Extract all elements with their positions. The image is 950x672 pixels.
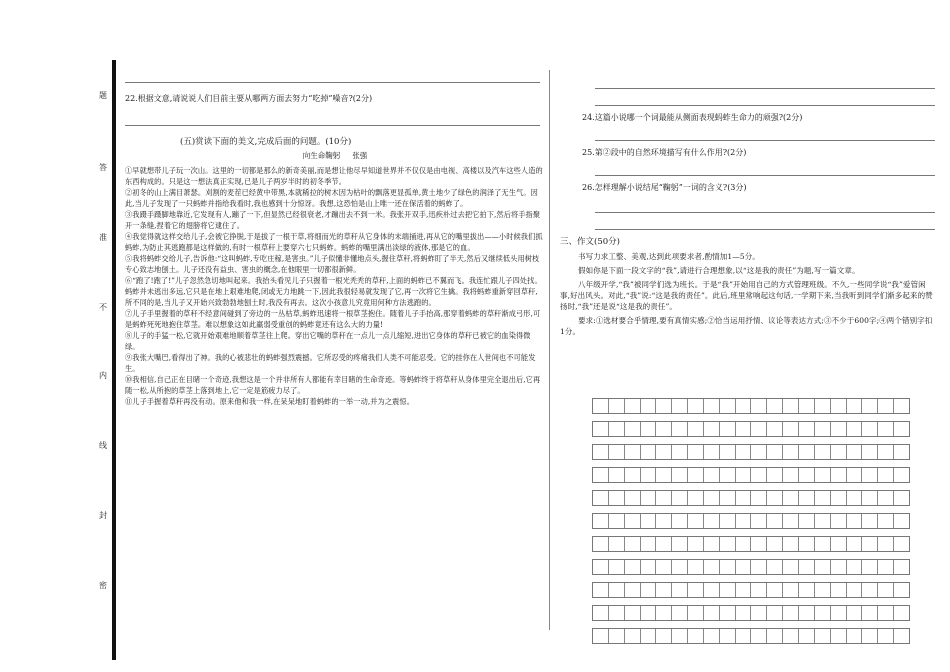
grid-cell[interactable] [625,445,641,459]
grid-cell[interactable] [593,606,609,620]
grid-cell[interactable] [751,583,767,597]
grid-cell[interactable] [656,629,672,643]
answer-line [595,140,935,141]
grid-cell[interactable] [878,445,894,459]
grid-cell[interactable] [593,629,609,643]
grid-cell[interactable] [894,606,909,620]
grid-cell[interactable] [720,629,736,643]
grid-cell[interactable] [862,560,878,574]
grid-cell[interactable] [704,583,720,597]
grid-cell[interactable] [625,606,641,620]
grid-cell[interactable] [799,537,815,551]
grid-cell[interactable] [625,537,641,551]
grid-cell[interactable] [736,560,752,574]
grid-cell[interactable] [878,468,894,482]
grid-cell[interactable] [625,583,641,597]
grid-cell[interactable] [736,399,752,413]
grid-cell[interactable] [831,629,847,643]
grid-cell[interactable] [815,537,831,551]
grid-cell[interactable] [609,560,625,574]
grid-cell[interactable] [641,514,657,528]
grid-cell[interactable] [847,560,863,574]
binding-char: 封 [99,511,107,520]
grid-cell[interactable] [799,468,815,482]
grid-cell[interactable] [609,468,625,482]
story-paragraph: ⑦儿子手里握着的草秆不经意间碰到了旁边的一丛枯草,蚂蚱迅速将一根草茎抱住。随着儿子手抬高,那穿着蚂蚱的草秆渐成弓形,可是蚂蚱死死地抱住草茎。难以想象这如此羸弱受重创的蚂蚱竟还有这么大的力量! [125,309,541,329]
grid-cell[interactable] [815,491,831,505]
grid-cell[interactable] [894,491,909,505]
grid-cell[interactable] [704,560,720,574]
story-paragraph: ②初冬的山上满目萧瑟。刈割的麦茬已经黄中带黑,本就稀拉的树木因为枯叶的飘落更显孤单,黄土地少了绿色的润泽了无生气。因此,当儿子发现了一只蚂蚱并指给我看时,我也感到十分惊讶。我想,这恐怕是山上唯一还在保活着的蚂蚱了。 [125,188,538,208]
grid-row [592,605,910,621]
grid-cell[interactable] [656,537,672,551]
grid-cell[interactable] [609,606,625,620]
grid-cell[interactable] [688,491,704,505]
grid-cell[interactable] [688,399,704,413]
grid-cell[interactable] [783,606,799,620]
grid-cell[interactable] [751,629,767,643]
grid-cell[interactable] [799,445,815,459]
grid-cell[interactable] [625,468,641,482]
grid-cell[interactable] [815,514,831,528]
grid-cell[interactable] [720,560,736,574]
grid-cell[interactable] [672,399,688,413]
grid-cell[interactable] [862,468,878,482]
grid-cell[interactable] [641,399,657,413]
grid-cell[interactable] [862,583,878,597]
grid-row [592,398,910,414]
grid-cell[interactable] [767,491,783,505]
grid-cell[interactable] [593,468,609,482]
grid-cell[interactable] [641,537,657,551]
grid-cell[interactable] [704,491,720,505]
story-paragraph: ⑪儿子手握着草秆再没有动。原来他和我一样,在呆呆地盯着蚂蚱的一举一动,并为之震惊。 [125,397,414,406]
grid-cell[interactable] [847,514,863,528]
grid-cell[interactable] [894,399,909,413]
grid-cell[interactable] [641,422,657,436]
binding-char: 不 [99,303,107,312]
grid-cell[interactable] [641,560,657,574]
grid-cell[interactable] [672,514,688,528]
grid-cell[interactable] [862,399,878,413]
answer-line [595,212,935,213]
grid-cell[interactable] [672,445,688,459]
grid-cell[interactable] [894,445,909,459]
question-22: 22.根据文意,请说说人们目前主要从哪两方面去努力“吃掉”噪音?(2分) [125,94,373,103]
section-3-header: 三、作文(50分) [560,237,620,247]
grid-cell[interactable] [862,445,878,459]
grid-cell[interactable] [831,606,847,620]
grid-cell[interactable] [736,583,752,597]
grid-cell[interactable] [720,468,736,482]
grid-cell[interactable] [656,583,672,597]
grid-cell[interactable] [720,399,736,413]
binding-char: 密 [99,581,107,590]
grid-cell[interactable] [751,606,767,620]
grid-cell[interactable] [767,629,783,643]
grid-cell[interactable] [831,422,847,436]
grid-cell[interactable] [720,422,736,436]
grid-cell[interactable] [894,583,909,597]
grid-cell[interactable] [815,422,831,436]
grid-cell[interactable] [815,583,831,597]
grid-cell[interactable] [878,606,894,620]
grid-cell[interactable] [656,491,672,505]
question-26: 26.怎样理解小说结尾“鞠躬”一词的含义?(3分) [582,183,747,192]
grid-cell[interactable] [641,445,657,459]
grid-cell[interactable] [799,629,815,643]
grid-cell[interactable] [672,537,688,551]
grid-cell[interactable] [767,445,783,459]
grid-cell[interactable] [736,629,752,643]
grid-cell[interactable] [767,560,783,574]
grid-cell[interactable] [783,583,799,597]
grid-cell[interactable] [609,537,625,551]
grid-cell[interactable] [783,537,799,551]
grid-cell[interactable] [593,491,609,505]
story-heading [125,150,545,162]
grid-cell[interactable] [878,629,894,643]
grid-cell[interactable] [625,422,641,436]
grid-cell[interactable] [641,468,657,482]
grid-cell[interactable] [767,537,783,551]
grid-cell[interactable] [751,422,767,436]
grid-cell[interactable] [847,422,863,436]
grid-cell[interactable] [625,514,641,528]
grid-cell[interactable] [688,629,704,643]
writing-bonus-note: 书写力求工整、美观,达到此项要求者,酌情加1—5分。 [578,252,760,261]
essay-prompt: 假如你是下面一段文字的“我”,请进行合理想象,以“这是我的责任”为题,写一篇文章。 [578,266,860,275]
grid-cell[interactable] [878,422,894,436]
grid-row [592,582,910,598]
story-author: 张强 [352,151,368,160]
story-paragraph: ⑨我张大嘴巴,看得出了神。我的心被悲壮的蚂蚱强烈震撼。它所忍受的疼痛我们人类不可能忍受。它的挂你在人世间也不可能发生。 [125,353,536,373]
grid-cell[interactable] [751,399,767,413]
story-paragraph: ⑥“跑了!跑了!”儿子忽然急切地叫起来。我抬头看见儿子只握着一根光秃秃的草秆,上面的蚂蚱已不翼而飞。我连忙跟儿子四处找。蚂蚱并未逃出多远,它只是在地上艰难地爬,闭或无力地跳一下,因此我很轻易就发现了它,再一次将它生擒。我将蚂蚱重新穿回草秆,所不同的是,当儿子又开始兴致勃勃地刨土时,我没有再去。这次小孩意儿究竟用何种方法逃跑的。 [125,276,542,307]
grid-cell[interactable] [815,468,831,482]
grid-cell[interactable] [688,537,704,551]
left-column [125,60,545,407]
story-body [125,165,545,407]
story-paragraph: ⑤我将蚂蚱交给儿子,告诉他:“这叫蚂蚱,专吃庄稼,是害虫。”儿子似懂非懂地点头,握住草秆,将蚂蚱盯了半天,然后又继续低头用树枝专心致志地刨土。儿子还没有益虫、害虫的概念,在他眼里一切都很新鲜。 [125,254,540,274]
grid-cell[interactable] [767,583,783,597]
grid-cell[interactable] [751,560,767,574]
grid-cell[interactable] [847,491,863,505]
grid-cell[interactable] [847,468,863,482]
grid-row [592,421,910,437]
column-divider [549,70,550,630]
story-title: 向生命鞠躬 [302,151,341,160]
grid-cell[interactable] [736,445,752,459]
grid-cell[interactable] [641,606,657,620]
grid-cell[interactable] [767,399,783,413]
grid-cell[interactable] [862,537,878,551]
grid-cell[interactable] [767,422,783,436]
story-paragraph: ⑧儿子的手猛一松,它就开始艰难地顺着草茎往上爬。穿出它嘴的草秆在一点儿一点儿缩短,进出它身体的草秆已被它的血染得微绿。 [125,331,531,351]
grid-row [592,444,910,460]
grid-cell[interactable] [625,629,641,643]
grid-cell[interactable] [831,399,847,413]
answer-line [595,229,935,230]
grid-cell[interactable] [720,514,736,528]
grid-cell[interactable] [593,514,609,528]
grid-cell[interactable] [894,468,909,482]
grid-cell[interactable] [862,606,878,620]
grid-cell[interactable] [799,514,815,528]
story-paragraph: ③我蹑手蹑脚地靠近,它发现有人,蹦了一下,但显然已经很衰老,才蹦出去不到一米。我张开双手,迅疾朴过去把它拍下,然后将手指聚开一条缝,捏着它的翅膀将它逮住了。 [125,210,541,230]
grid-cell[interactable] [878,583,894,597]
binding-char: 内 [99,371,107,380]
grid-cell[interactable] [656,468,672,482]
grid-cell[interactable] [704,514,720,528]
grid-cell[interactable] [625,560,641,574]
grid-cell[interactable] [862,629,878,643]
grid-cell[interactable] [783,422,799,436]
grid-cell[interactable] [847,537,863,551]
grid-cell[interactable] [862,514,878,528]
grid-cell[interactable] [799,422,815,436]
grid-cell[interactable] [847,445,863,459]
grid-cell[interactable] [609,422,625,436]
grid-cell[interactable] [656,606,672,620]
grid-cell[interactable] [672,422,688,436]
binding-char: 答 [99,163,107,172]
grid-cell[interactable] [720,491,736,505]
grid-cell[interactable] [862,491,878,505]
grid-cell[interactable] [878,560,894,574]
grid-cell[interactable] [783,514,799,528]
grid-cell[interactable] [878,399,894,413]
grid-cell[interactable] [831,560,847,574]
grid-cell[interactable] [847,629,863,643]
grid-cell[interactable] [894,629,909,643]
grid-cell[interactable] [736,537,752,551]
grid-cell[interactable] [688,445,704,459]
grid-row [592,513,910,529]
answer-line [595,175,935,176]
grid-cell[interactable] [672,560,688,574]
grid-cell[interactable] [783,560,799,574]
grid-cell[interactable] [783,491,799,505]
grid-cell[interactable] [799,606,815,620]
grid-cell[interactable] [894,514,909,528]
grid-cell[interactable] [641,629,657,643]
grid-cell[interactable] [656,422,672,436]
grid-cell[interactable] [831,491,847,505]
grid-cell[interactable] [688,606,704,620]
grid-cell[interactable] [720,583,736,597]
question-24: 24.这篇小说哪一个词最能从侧面表现蚂蚱生命力的顽强?(2分) [582,113,803,122]
grid-cell[interactable] [704,422,720,436]
essay-writing-grid[interactable] [592,398,910,651]
grid-cell[interactable] [751,491,767,505]
grid-cell[interactable] [609,514,625,528]
grid-cell[interactable] [831,537,847,551]
grid-cell[interactable] [609,491,625,505]
grid-cell[interactable] [704,537,720,551]
grid-cell[interactable] [767,606,783,620]
grid-cell[interactable] [847,606,863,620]
grid-cell[interactable] [656,514,672,528]
grid-row [592,628,910,644]
grid-cell[interactable] [878,514,894,528]
grid-cell[interactable] [878,537,894,551]
grid-cell[interactable] [736,514,752,528]
grid-cell[interactable] [688,468,704,482]
grid-cell[interactable] [625,399,641,413]
grid-cell[interactable] [894,537,909,551]
grid-cell[interactable] [862,422,878,436]
grid-cell[interactable] [783,468,799,482]
grid-cell[interactable] [878,491,894,505]
grid-cell[interactable] [799,399,815,413]
right-column [560,70,935,337]
answer-line [595,105,935,106]
grid-cell[interactable] [720,445,736,459]
essay-scenario: 八年级开学,“我”被同学们选为班长。于是“我”开始用自己的方式管理班级。不久,一些同学说“我”爱管闲事,好出风头。对此,“我”说:“这是我的责任”。此后,班里常响起这句话,一学期下来,当我听到同学们渐多起来的赞扬时,“我”还是说“这是我的责任”。 [560,280,933,311]
binding-char: 题 [99,91,107,100]
grid-cell[interactable] [720,537,736,551]
grid-row [592,490,910,506]
grid-cell[interactable] [609,583,625,597]
grid-cell[interactable] [656,399,672,413]
grid-cell[interactable] [847,399,863,413]
story-paragraph: ⑩我相信,自己正在目睹一个奇迹,我想这是一个并非所有人都能有幸目睹的生命奇迹。等蚂蚱终于将草秆从身体里完全退出后,它再随一松,从所抱的草茎上落到地上,它一定是筋疲力尽了。 [125,375,541,395]
grid-cell[interactable] [672,468,688,482]
grid-cell[interactable] [799,560,815,574]
grid-cell[interactable] [815,560,831,574]
grid-cell[interactable] [593,445,609,459]
grid-cell[interactable] [751,537,767,551]
grid-cell[interactable] [593,422,609,436]
grid-cell[interactable] [783,629,799,643]
grid-cell[interactable] [815,629,831,643]
grid-cell[interactable] [593,583,609,597]
grid-cell[interactable] [641,491,657,505]
grid-cell[interactable] [704,468,720,482]
binding-line [112,60,116,660]
grid-cell[interactable] [815,399,831,413]
grid-cell[interactable] [831,445,847,459]
grid-cell[interactable] [688,422,704,436]
grid-cell[interactable] [799,491,815,505]
grid-cell[interactable] [751,468,767,482]
grid-cell[interactable] [831,468,847,482]
grid-cell[interactable] [815,606,831,620]
grid-cell[interactable] [593,399,609,413]
grid-cell[interactable] [672,583,688,597]
grid-cell[interactable] [625,491,641,505]
essay-requirements: 要求:①选材要合乎情理,要有真情实感;②恰当运用抒情、议论等表达方式;③不少于600字;④两个错别字扣1分。 [560,316,933,336]
grid-cell[interactable] [736,422,752,436]
grid-cell[interactable] [736,491,752,505]
grid-cell[interactable] [831,583,847,597]
grid-cell[interactable] [736,606,752,620]
grid-cell[interactable] [704,399,720,413]
grid-cell[interactable] [672,629,688,643]
grid-cell[interactable] [609,629,625,643]
grid-cell[interactable] [831,514,847,528]
grid-cell[interactable] [736,468,752,482]
grid-cell[interactable] [704,445,720,459]
grid-cell[interactable] [672,606,688,620]
grid-cell[interactable] [720,606,736,620]
grid-row [592,467,910,483]
answer-line [125,82,540,83]
section-5-header: (五)赏读下面的美文,完成后面的问题。(10分) [180,137,352,147]
grid-cell[interactable] [783,399,799,413]
grid-cell[interactable] [656,445,672,459]
grid-cell[interactable] [847,583,863,597]
grid-cell[interactable] [894,422,909,436]
grid-cell[interactable] [894,560,909,574]
grid-cell[interactable] [767,514,783,528]
grid-cell[interactable] [688,583,704,597]
grid-cell[interactable] [656,560,672,574]
grid-cell[interactable] [751,514,767,528]
grid-cell[interactable] [751,445,767,459]
grid-cell[interactable] [688,560,704,574]
binding-char: 准 [99,233,107,242]
grid-cell[interactable] [609,399,625,413]
grid-cell[interactable] [593,537,609,551]
grid-cell[interactable] [815,445,831,459]
grid-cell[interactable] [593,560,609,574]
grid-row [592,536,910,552]
grid-cell[interactable] [688,514,704,528]
answer-line [125,125,540,126]
grid-cell[interactable] [672,491,688,505]
grid-cell[interactable] [799,583,815,597]
grid-cell[interactable] [704,629,720,643]
question-25: 25.第②段中的自然环境描写有什么作用?(2分) [582,148,747,157]
story-paragraph: ①早就想带儿子玩一次山。这里的一切都是那么的新奇美丽,而是想让他尽早知道世界并不仅仅是由电视、高楼以及汽车这些人造的东西构成的。只是这一想法真正实现,已是儿子两岁半时的初冬季节。 [125,166,543,186]
grid-cell[interactable] [783,445,799,459]
answer-line [595,88,935,89]
grid-cell[interactable] [767,468,783,482]
grid-cell[interactable] [641,583,657,597]
story-paragraph: ④我觉得就这样交给儿子,会被它挣脱,于是拔了一根干草,将细而光的草秆从它身体的末端捅进,再从它的嘴里拔出——小时候我们抓蚂蚱,为防止其逃跑都是这样做的,有时一根草秆上要穿六七只蚂蚱。蚂蚱的嘴里满出淡绿的液体,那是它的血。 [125,232,543,252]
grid-cell[interactable] [609,445,625,459]
grid-cell[interactable] [704,606,720,620]
grid-row [592,559,910,575]
binding-char: 线 [99,441,107,450]
